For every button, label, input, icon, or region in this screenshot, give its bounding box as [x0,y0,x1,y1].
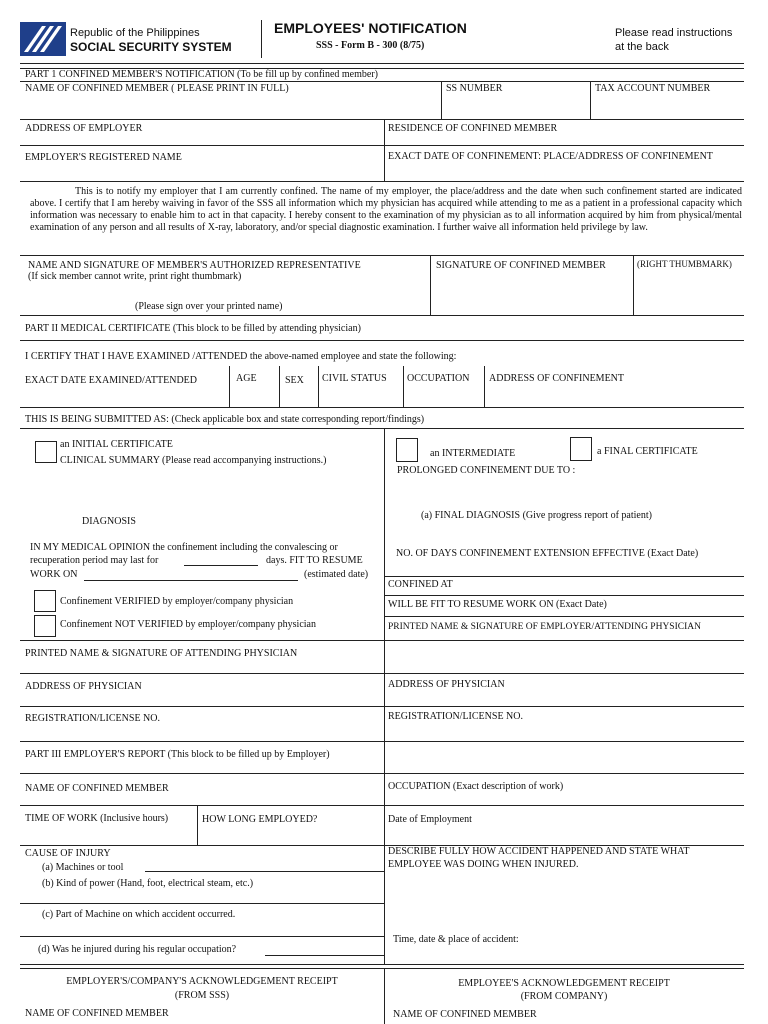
intermediate-label: an INTERMEDIATE [430,448,516,459]
residence-label: RESIDENCE OF CONFINED MEMBER [388,123,558,134]
part3-member-name-label: NAME OF CONFINED MEMBER [25,783,169,794]
final-diagnosis-label: (a) FINAL DIAGNOSIS (Give progress report of patient) [421,510,652,521]
extension-label: NO. OF DAYS CONFINEMENT EXTENSION EFFECTIVE (Exact Date) [396,548,699,559]
opinion-line-3a: WORK ON [30,569,78,580]
thumbmark-label: (RIGHT THUMBMARK) [637,259,732,269]
opinion-line-2a: recuperation period may last for [30,555,159,566]
not-verified-checkbox[interactable] [34,615,56,637]
time-place-label: Time, date & place of accident: [393,934,519,945]
opinion-line-3b: (estimated date) [304,569,369,580]
agency-name: SOCIAL SECURITY SYSTEM [70,40,232,54]
part1-heading: PART 1 CONFINED MEMBER'S NOTIFICATION (To be fill up by confined member) [25,69,378,80]
form-number: SSS - Form B - 300 (8/75) [316,40,425,51]
sign-over-note: (Please sign over your printed name) [135,301,283,312]
col-date-examined: EXACT DATE EXAMINED/ATTENDED [25,375,198,386]
power-field[interactable] [20,903,384,904]
member-name-label: NAME OF CONFINED MEMBER ( PLEASE PRINT IN FULL) [25,83,289,94]
regular-occupation-label: (d) Was he injured during his regular occupation? [38,944,237,955]
representative-label: NAME AND SIGNATURE OF MEMBER'S AUTHORIZED REPRESENTATIVE [28,260,361,271]
physician-address-right-label: ADDRESS OF PHYSICIAN [388,679,505,690]
part-machine-label: (c) Part of Machine on which accident occurred. [42,909,236,920]
member-signature-label: SIGNATURE OF CONFINED MEMBER [436,260,606,271]
describe-line-2: EMPLOYEE WAS DOING WHEN INJURED. [388,859,579,870]
confined-at-label: CONFINED AT [388,579,453,590]
physician-address-label: ADDRESS OF PHYSICIAN [25,681,142,692]
part-machine-field[interactable] [20,936,384,937]
employee-receipt-subtitle: (FROM COMPANY) [520,991,608,1002]
republic-text: Republic of the Philippines [70,27,200,39]
license-label: REGISTRATION/LICENSE NO. [25,713,160,724]
col-address-confinement: ADDRESS OF CONFINEMENT [489,373,625,384]
opinion-line-2b: days. FIT TO RESUME [266,555,363,566]
employer-name-label: EMPLOYER'S REGISTERED NAME [25,152,182,163]
prolonged-label: PROLONGED CONFINEMENT DUE TO : [397,465,576,476]
col-sex: SEX [285,375,304,386]
not-verified-label: Confinement NOT VERIFIED by employer/company physician [60,619,316,630]
clinical-summary-label: CLINICAL SUMMARY (Please read accompanying instructions.) [60,455,327,466]
verified-label: Confinement VERIFIED by employer/company physician [60,596,294,607]
instructions-note-2: at the back [615,41,669,53]
confinement-date-label: EXACT DATE OF CONFINEMENT: PLACE/ADDRESS OF CONFINEMENT [388,151,713,162]
certify-text: I CERTIFY THAT I HAVE EXAMINED /ATTENDED the above-named employee and state the following: [25,351,457,362]
diagnosis-label: DIAGNOSIS [82,516,136,527]
resume-work-field[interactable] [84,580,298,581]
cause-injury-label: CAUSE OF INJURY [25,848,111,859]
printed-name-employer-label: PRINTED NAME & SIGNATURE OF EMPLOYER/ATTENDING PHYSICIAN [388,622,701,632]
employee-receipt-title: EMPLOYEE'S ACKNOWLEDGEMENT RECEIPT [458,978,670,989]
machines-label: (a) Machines or tool [42,862,124,873]
regular-occupation-field[interactable] [265,955,384,956]
part3-heading: PART III EMPLOYER'S REPORT (This block to be filled up by Employer) [25,749,330,760]
verified-checkbox[interactable] [34,590,56,612]
license-right-label: REGISTRATION/LICENSE NO. [388,711,523,722]
col-age: AGE [236,373,257,384]
days-field[interactable] [184,565,258,566]
machines-field[interactable] [145,871,384,872]
power-label: (b) Kind of power (Hand, foot, electrical steam, etc.) [42,878,254,889]
employer-receipt-subtitle: (FROM SSS) [174,990,230,1001]
waiver-paragraph: This is to notify my employer that I am currently confined. The name of my employer, the place/address and the date when such confinement started are indicated above. I certify that I am hereby waiving in favor of the SSS all information which my physician has acquired while attending to me as a patient in a professional capacity which information was necessary to enable him to act in that capacity. I hereby consent to the examination of my physician as to all information acquired by him from physical/mental examination of any person and all results of X-ray, laboratory, and/or special diagnostic examination. I further waive all information held privilege by law. [30,186,742,233]
col-civil-status: CIVIL STATUS [322,373,387,384]
initial-certificate-label: an INITIAL CERTIFICATE [60,439,173,450]
final-certificate-checkbox[interactable] [570,437,592,461]
describe-line-1: DESCRIBE FULLY HOW ACCIDENT HAPPENED AND STATE WHAT [388,846,690,857]
receipt-name-left-label: NAME OF CONFINED MEMBER [25,1008,169,1019]
opinion-line-1: IN MY MEDICAL OPINION the confinement including the convalescing or [30,542,338,553]
representative-note: (If sick member cannot write, print right thumbmark) [28,271,242,282]
sss-logo-icon [20,22,66,56]
fit-resume-label: WILL BE FIT TO RESUME WORK ON (Exact Date) [388,599,607,610]
ss-number-label: SS NUMBER [446,83,503,94]
final-certificate-label: a FINAL CERTIFICATE [597,446,698,457]
form-title: EMPLOYEES' NOTIFICATION [274,20,467,36]
intermediate-checkbox[interactable] [396,438,418,462]
instructions-note: Please read instructions [615,27,733,39]
time-of-work-label: TIME OF WORK (Inclusive hours) [25,813,169,824]
printed-name-physician-label: PRINTED NAME & SIGNATURE OF ATTENDING PHYSICIAN [25,648,298,659]
part2-heading: PART II MEDICAL CERTIFICATE (This block to be filled by attending physician) [25,323,361,334]
occupation-label: OCCUPATION (Exact description of work) [388,781,564,792]
submitted-as-text: THIS IS BEING SUBMITTED AS: (Check applicable box and state corresponding report/findings) [25,414,425,425]
employer-address-label: ADDRESS OF EMPLOYER [25,123,143,134]
tax-account-label: TAX ACCOUNT NUMBER [595,83,711,94]
date-employment-label: Date of Employment [388,814,472,825]
employer-receipt-title: EMPLOYER'S/COMPANY'S ACKNOWLEDGEMENT RECEIPT [66,976,338,987]
receipt-name-right-label: NAME OF CONFINED MEMBER [393,1009,537,1020]
initial-certificate-checkbox[interactable] [35,441,57,463]
col-occupation: OCCUPATION [407,373,470,384]
how-long-employed-label: HOW LONG EMPLOYED? [202,814,318,825]
